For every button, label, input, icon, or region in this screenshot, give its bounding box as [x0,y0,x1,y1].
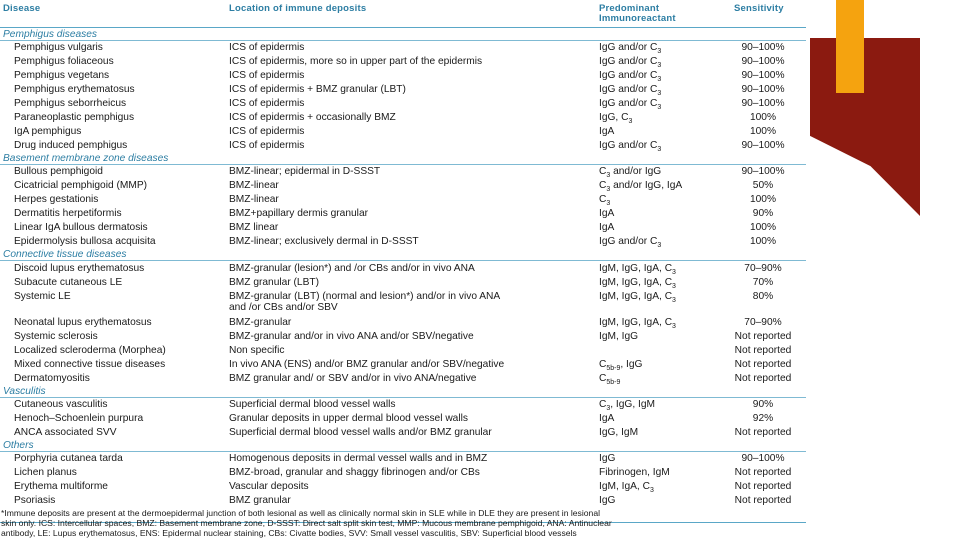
table-row [0,262,806,276]
disease-cell: ANCA associated SVV [14,427,117,438]
immunoreactant-cell: IgM, IgG, IgA, $C_3$ [599,317,676,331]
disease-cell: Epidermolysis bullosa acquisita [14,236,156,247]
sensitivity-cell: 90–100% [741,453,785,464]
footnote-line-1: *Immune deposits are present at the dermoepidermal junction of both lesional as well as clinically normal skin in SLE while in DLE they are present in lesional [1,508,601,518]
disease-cell: Cicatricial pemphigoid (MMP) [14,180,148,191]
table-row [0,179,806,193]
location-cell: BMZ granular [229,495,291,506]
immunoreactant-cell: IgG and/or $C_3$ [599,140,662,154]
sensitivity-cell: 70–90% [744,263,782,274]
location-cell: Superficial dermal blood vessel walls [229,399,396,410]
immunoreactant-cell: $C_{5b-9}$ [599,373,621,387]
table-row [0,69,806,83]
immunoreactant-cell: IgA [599,222,615,233]
location-cell: ICS of epidermis [229,126,305,137]
location-cell: Vascular deposits [229,481,309,492]
immunoreactant-cell: IgG, $C_3$ [599,112,633,126]
immunoreactant-cell: Fibrinogen, IgM [599,467,670,478]
disease-cell: Systemic sclerosis [14,331,98,342]
sensitivity-cell: 90% [752,399,774,410]
sensitivity-cell: 90–100% [741,84,785,95]
immunoreactant-cell: $C_3$ [599,194,611,208]
category-heading: Others [3,440,34,451]
header-location: Location of immune deposits [229,3,367,14]
location-cell: ICS of epidermis [229,140,305,151]
sensitivity-cell: Not reported [734,481,792,492]
disease-cell: Systemic LE [14,291,71,302]
table-row [0,452,806,466]
table-row [0,125,806,139]
table-row [0,398,806,412]
sensitivity-cell: 100% [749,222,777,233]
location-cell: Superficial dermal blood vessel walls and/or BMZ granular [229,427,492,438]
immunoreactant-cell: IgG and/or $C_3$ [599,42,662,56]
location-cell: In vivo ANA (ENS) and/or BMZ granular and/or SBV/negative [229,359,505,370]
disease-cell: Psoriasis [14,495,56,506]
sensitivity-cell: 90–100% [741,98,785,109]
sensitivity-cell: 70% [752,277,774,288]
table-row [0,111,806,125]
table-row [0,165,806,179]
table-row [0,412,806,426]
location-cell: ICS of epidermis [229,70,305,81]
immunoreactant-cell: $C_{5b-9}$, IgG [599,359,643,373]
table-row [0,330,806,344]
location-cell: BMZ-granular [229,317,292,328]
immunoreactant-cell: IgA [599,126,615,137]
disease-cell: Henoch–Schoenlein purpura [14,413,144,424]
table-row [0,83,806,97]
location-cell: BMZ-linear; exclusively dermal in D-SSST [229,236,419,247]
table-row [0,139,806,153]
category-heading: Pemphigus diseases [3,29,98,40]
immunoreactant-cell: IgG and/or $C_3$ [599,98,662,112]
sensitivity-cell: 90–100% [741,166,785,177]
disease-cell: Subacute cutaneous LE [14,277,123,288]
sensitivity-cell: Not reported [734,373,792,384]
location-cell: ICS of epidermis [229,98,305,109]
immunoreactant-cell: IgM, IgA, $C_3$ [599,481,654,495]
category-heading: Vasculitis [3,386,46,397]
location-cell: ICS of epidermis + BMZ granular (LBT) [229,84,406,95]
location-cell: BMZ granular (LBT) [229,277,320,288]
location-cell: ICS of epidermis + occasionally BMZ [229,112,396,123]
sensitivity-cell: 90–100% [741,140,785,151]
immunoreactant-cell: $C_3$, IgG, IgM [599,399,655,413]
sensitivity-cell: 100% [749,236,777,247]
immunoreactant-cell: $C_3$ and/or IgG, IgA [599,180,683,194]
location-cell: BMZ-granular and/or in vivo ANA and/or SBV/negative [229,331,474,342]
location-cell: BMZ-granular (lesion*) and /or CBs and/or in vivo ANA [229,263,475,274]
location-cell: BMZ-linear [229,180,279,191]
disease-cell: Dermatitis herpetiformis [14,208,122,219]
sensitivity-cell: Not reported [734,427,792,438]
category-heading: Basement membrane zone diseases [3,153,169,164]
header-disease: Disease [3,3,41,14]
location-cell: BMZ linear [229,222,279,233]
immunoreactant-cell: IgA [599,413,615,424]
table-row [0,55,806,69]
location-cell: BMZ granular and/ or SBV and/or in vivo ANA/negative [229,373,477,384]
sensitivity-cell: 90–100% [741,56,785,67]
table-row [0,494,806,508]
location-cell: BMZ-granular (LBT) (normal and lesion*) and/or in vivo ANA [229,291,501,302]
sensitivity-cell: 70–90% [744,317,782,328]
disease-cell: Discoid lupus erythematosus [14,263,145,274]
sensitivity-cell: Not reported [734,345,792,356]
immunoreactant-cell: IgG and/or $C_3$ [599,236,662,250]
table-row [0,426,806,440]
table-row [0,358,806,372]
disease-cell: Linear IgA bullous dermatosis [14,222,148,233]
disease-cell: Pemphigus vegetans [14,70,110,81]
disease-cell: Pemphigus foliaceous [14,56,114,67]
location-cell-continued: and /or CBs and/or SBV [229,302,338,313]
sensitivity-cell: Not reported [734,467,792,478]
table-row [0,276,806,290]
immunoreactant-cell: $C_3$ and/or IgG [599,166,662,180]
sensitivity-cell: Not reported [734,495,792,506]
location-cell: ICS of epidermis, more so in upper part of the epidermis [229,56,483,67]
table-row [0,372,806,386]
immunoreactant-cell: IgA [599,208,615,219]
disease-cell: Erythema multiforme [14,481,108,492]
table-row [0,344,806,358]
immunoreactant-cell: IgM, IgG, IgA, $C_3$ [599,277,676,291]
location-cell: BMZ-broad, granular and shaggy fibrinogen and/or CBs [229,467,480,478]
sensitivity-cell: 50% [752,180,774,191]
disease-cell: Cutaneous vasculitis [14,399,108,410]
disease-cell: Pemphigus seborrheicus [14,98,127,109]
disease-cell: Bullous pemphigoid [14,166,103,177]
disease-cell: Pemphigus vulgaris [14,42,103,53]
sensitivity-cell: 90–100% [741,42,785,53]
table-row [0,207,806,221]
location-cell: BMZ-linear [229,194,279,205]
sensitivity-cell: 90–100% [741,70,785,81]
table-row [0,480,806,494]
decorative-red-shape [810,38,920,216]
sensitivity-cell: Not reported [734,331,792,342]
table-header [0,0,806,28]
table-row [0,221,806,235]
disease-cell: Porphyria cutanea tarda [14,453,123,464]
table-row [0,193,806,207]
disease-cell: IgA pemphigus [14,126,82,137]
sensitivity-cell: 92% [752,413,774,424]
table-row [0,290,806,313]
table-row [0,316,806,330]
footnote-line-2: skin only. ICS: Intercellular spaces, BMZ: Basement membrane zone, D-SSST: Direct salt split skin test, MMP: Mucous membrane pemphigoid, ANA: Antinuclear [1,518,612,528]
location-cell: BMZ+papillary dermis granular [229,208,368,219]
immunoreactant-cell: IgM, IgG [599,331,639,342]
location-cell: BMZ-linear; epidermal in D-SSST [229,166,381,177]
location-cell: Non specific [229,345,285,356]
disease-cell: Localized scleroderma (Morphea) [14,345,166,356]
immunoreactant-cell: IgG and/or $C_3$ [599,56,662,70]
disease-cell: Neonatal lupus erythematosus [14,317,152,328]
disease-cell: Pemphigus erythematosus [14,84,135,95]
disease-cell: Paraneoplastic pemphigus [14,112,135,123]
sensitivity-cell: 100% [749,112,777,123]
immunoreactant-cell: IgM, IgG, IgA, $C_3$ [599,263,676,277]
disease-cell: Mixed connective tissue diseases [14,359,166,370]
immunoreactant-cell: IgG and/or $C_3$ [599,84,662,98]
disease-cell: Herpes gestationis [14,194,99,205]
sensitivity-cell: 100% [749,194,777,205]
table-row [0,235,806,249]
table-row [0,466,806,480]
immunoreactant-cell: IgG [599,495,616,506]
immunoreactant-cell: IgG and/or $C_3$ [599,70,662,84]
location-cell: Homogenous deposits in dermal vessel walls and in BMZ [229,453,488,464]
disease-cell: Lichen planus [14,467,77,478]
sensitivity-cell: Not reported [734,359,792,370]
sensitivity-cell: 100% [749,126,777,137]
table-row [0,97,806,111]
disease-cell: Dermatomyositis [14,373,90,384]
location-cell: Granular deposits in upper dermal blood vessel walls [229,413,468,424]
location-cell: ICS of epidermis [229,42,305,53]
disease-cell: Drug induced pemphigus [14,140,128,151]
immunoreactant-cell: IgG, IgM [599,427,639,438]
decorative-orange-bar [836,0,864,93]
immunoreactant-cell: IgM, IgG, IgA, $C_3$ [599,291,676,305]
footnote-line-3: antibody, LE: Lupus erythematosus, ENS: Epidermal nuclear staining, CBs: Civatte bodies, SVV: Small vessel vasculitis, SBV: Superficial blood vessels [1,528,577,538]
sensitivity-cell: 80% [752,291,774,302]
category-heading: Connective tissue diseases [3,249,127,260]
table-row [0,41,806,55]
header-sensitivity: Sensitivity [734,3,784,14]
header-predominant-immunoreactant: Predominant Immunoreactant [599,3,676,24]
immunoreactant-cell: IgG [599,453,616,464]
sensitivity-cell: 90% [752,208,774,219]
